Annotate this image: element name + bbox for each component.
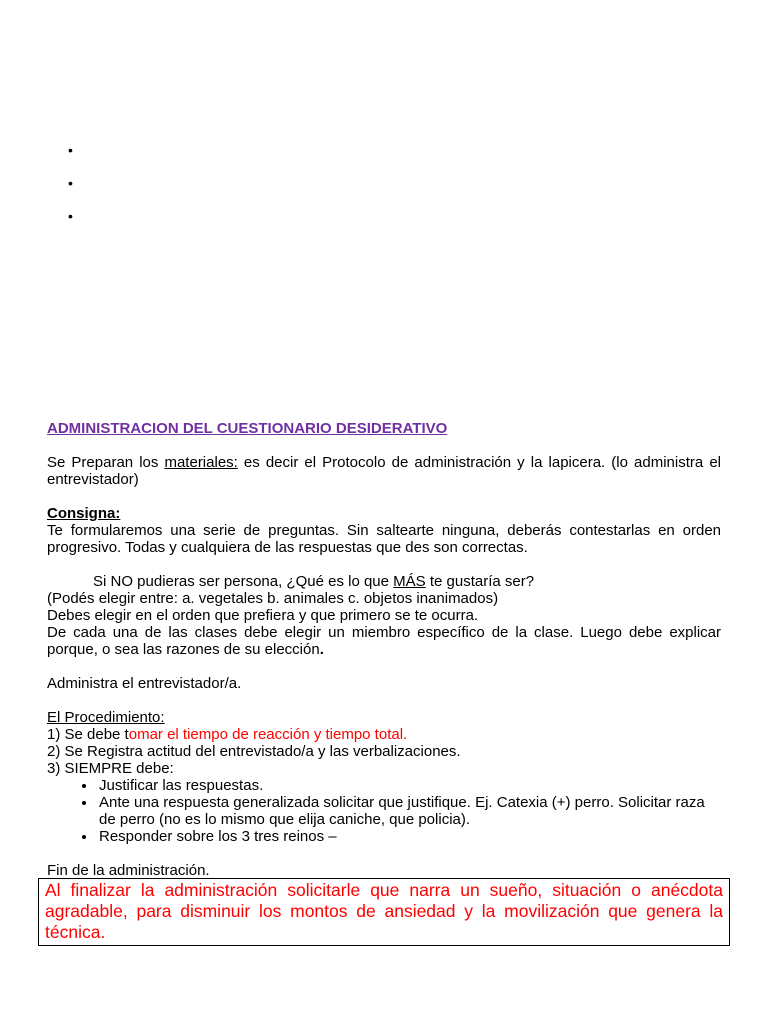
materials-paragraph <box>47 454 721 488</box>
list-item: • Ante una respuesta generalizada solicitar que justifique. Ej. Catexia (+) perro. Solicitar raza de perro (no es lo mismo que elija caniche, que policia). <box>97 794 721 828</box>
class-line <box>47 624 721 658</box>
consigna-text: Te formularemos una serie de preguntas. Sin saltearte ninguna, deberás contestarlas en orden progresivo. Todas y cualquiera de las respuestas que des son correctas. <box>47 522 721 556</box>
materials-suffix: es decir el Protocolo de administración y la lapicera. (lo administra el entrevistador) <box>47 454 721 488</box>
document-body <box>47 420 721 879</box>
materials-underlined: materiales: <box>164 454 238 471</box>
question-after: te gustaría ser? <box>425 573 535 590</box>
options-line: (Podés elegir entre: a. vegetales b. animales c. objetos inanimados) <box>47 590 499 607</box>
step1-highlight: omar el tiempo de reacción y tiempo total. <box>128 726 408 743</box>
class-line-period: . <box>319 641 324 658</box>
empty-bullet: • <box>68 208 73 224</box>
list-item: • Responder sobre los 3 tres reinos – <box>97 828 721 845</box>
procedure-step-1 <box>47 726 721 743</box>
empty-bullet: • <box>68 142 73 158</box>
document-title: ADMINISTRACION DEL CUESTIONARIO DESIDERATIVO <box>47 420 448 437</box>
procedure-bullet-list <box>47 777 721 845</box>
procedure-heading: El Procedimiento: <box>47 709 165 726</box>
question-line <box>47 573 721 590</box>
question-emphasis: MÁS <box>393 573 426 590</box>
empty-bullet-list <box>68 143 73 242</box>
materials-prefix: Se Preparan los <box>47 454 165 471</box>
empty-bullet: • <box>68 175 73 191</box>
question-before: Si NO pudieras ser persona, ¿Qué es lo que <box>93 573 394 590</box>
administers-line: Administra el entrevistador/a. <box>47 675 242 692</box>
step1-prefix: 1) Se debe t <box>47 726 129 743</box>
procedure-step-3: 3) SIEMPRE debe: <box>47 760 174 777</box>
class-line-text: De cada una de las clases debe elegir un miembro específico de la clase. Luego debe explicar porque, o sea las razones de su elección <box>47 624 721 658</box>
consigna-heading: Consigna: <box>47 505 121 522</box>
end-line: Fin de la administración. <box>47 862 210 879</box>
boxed-note: Al finalizar la administración solicitarle que narra un sueño, situación o anécdota agradable, para disminuir los montos de ansiedad y la movilización que genera la técnica. <box>38 878 730 946</box>
order-line: Debes elegir en el orden que prefiera y que primero se te ocurra. <box>47 607 479 624</box>
procedure-step-2: 2) Se Registra actitud del entrevistado/a y las verbalizaciones. <box>47 743 461 760</box>
list-item: • Justificar las respuestas. <box>97 777 721 794</box>
